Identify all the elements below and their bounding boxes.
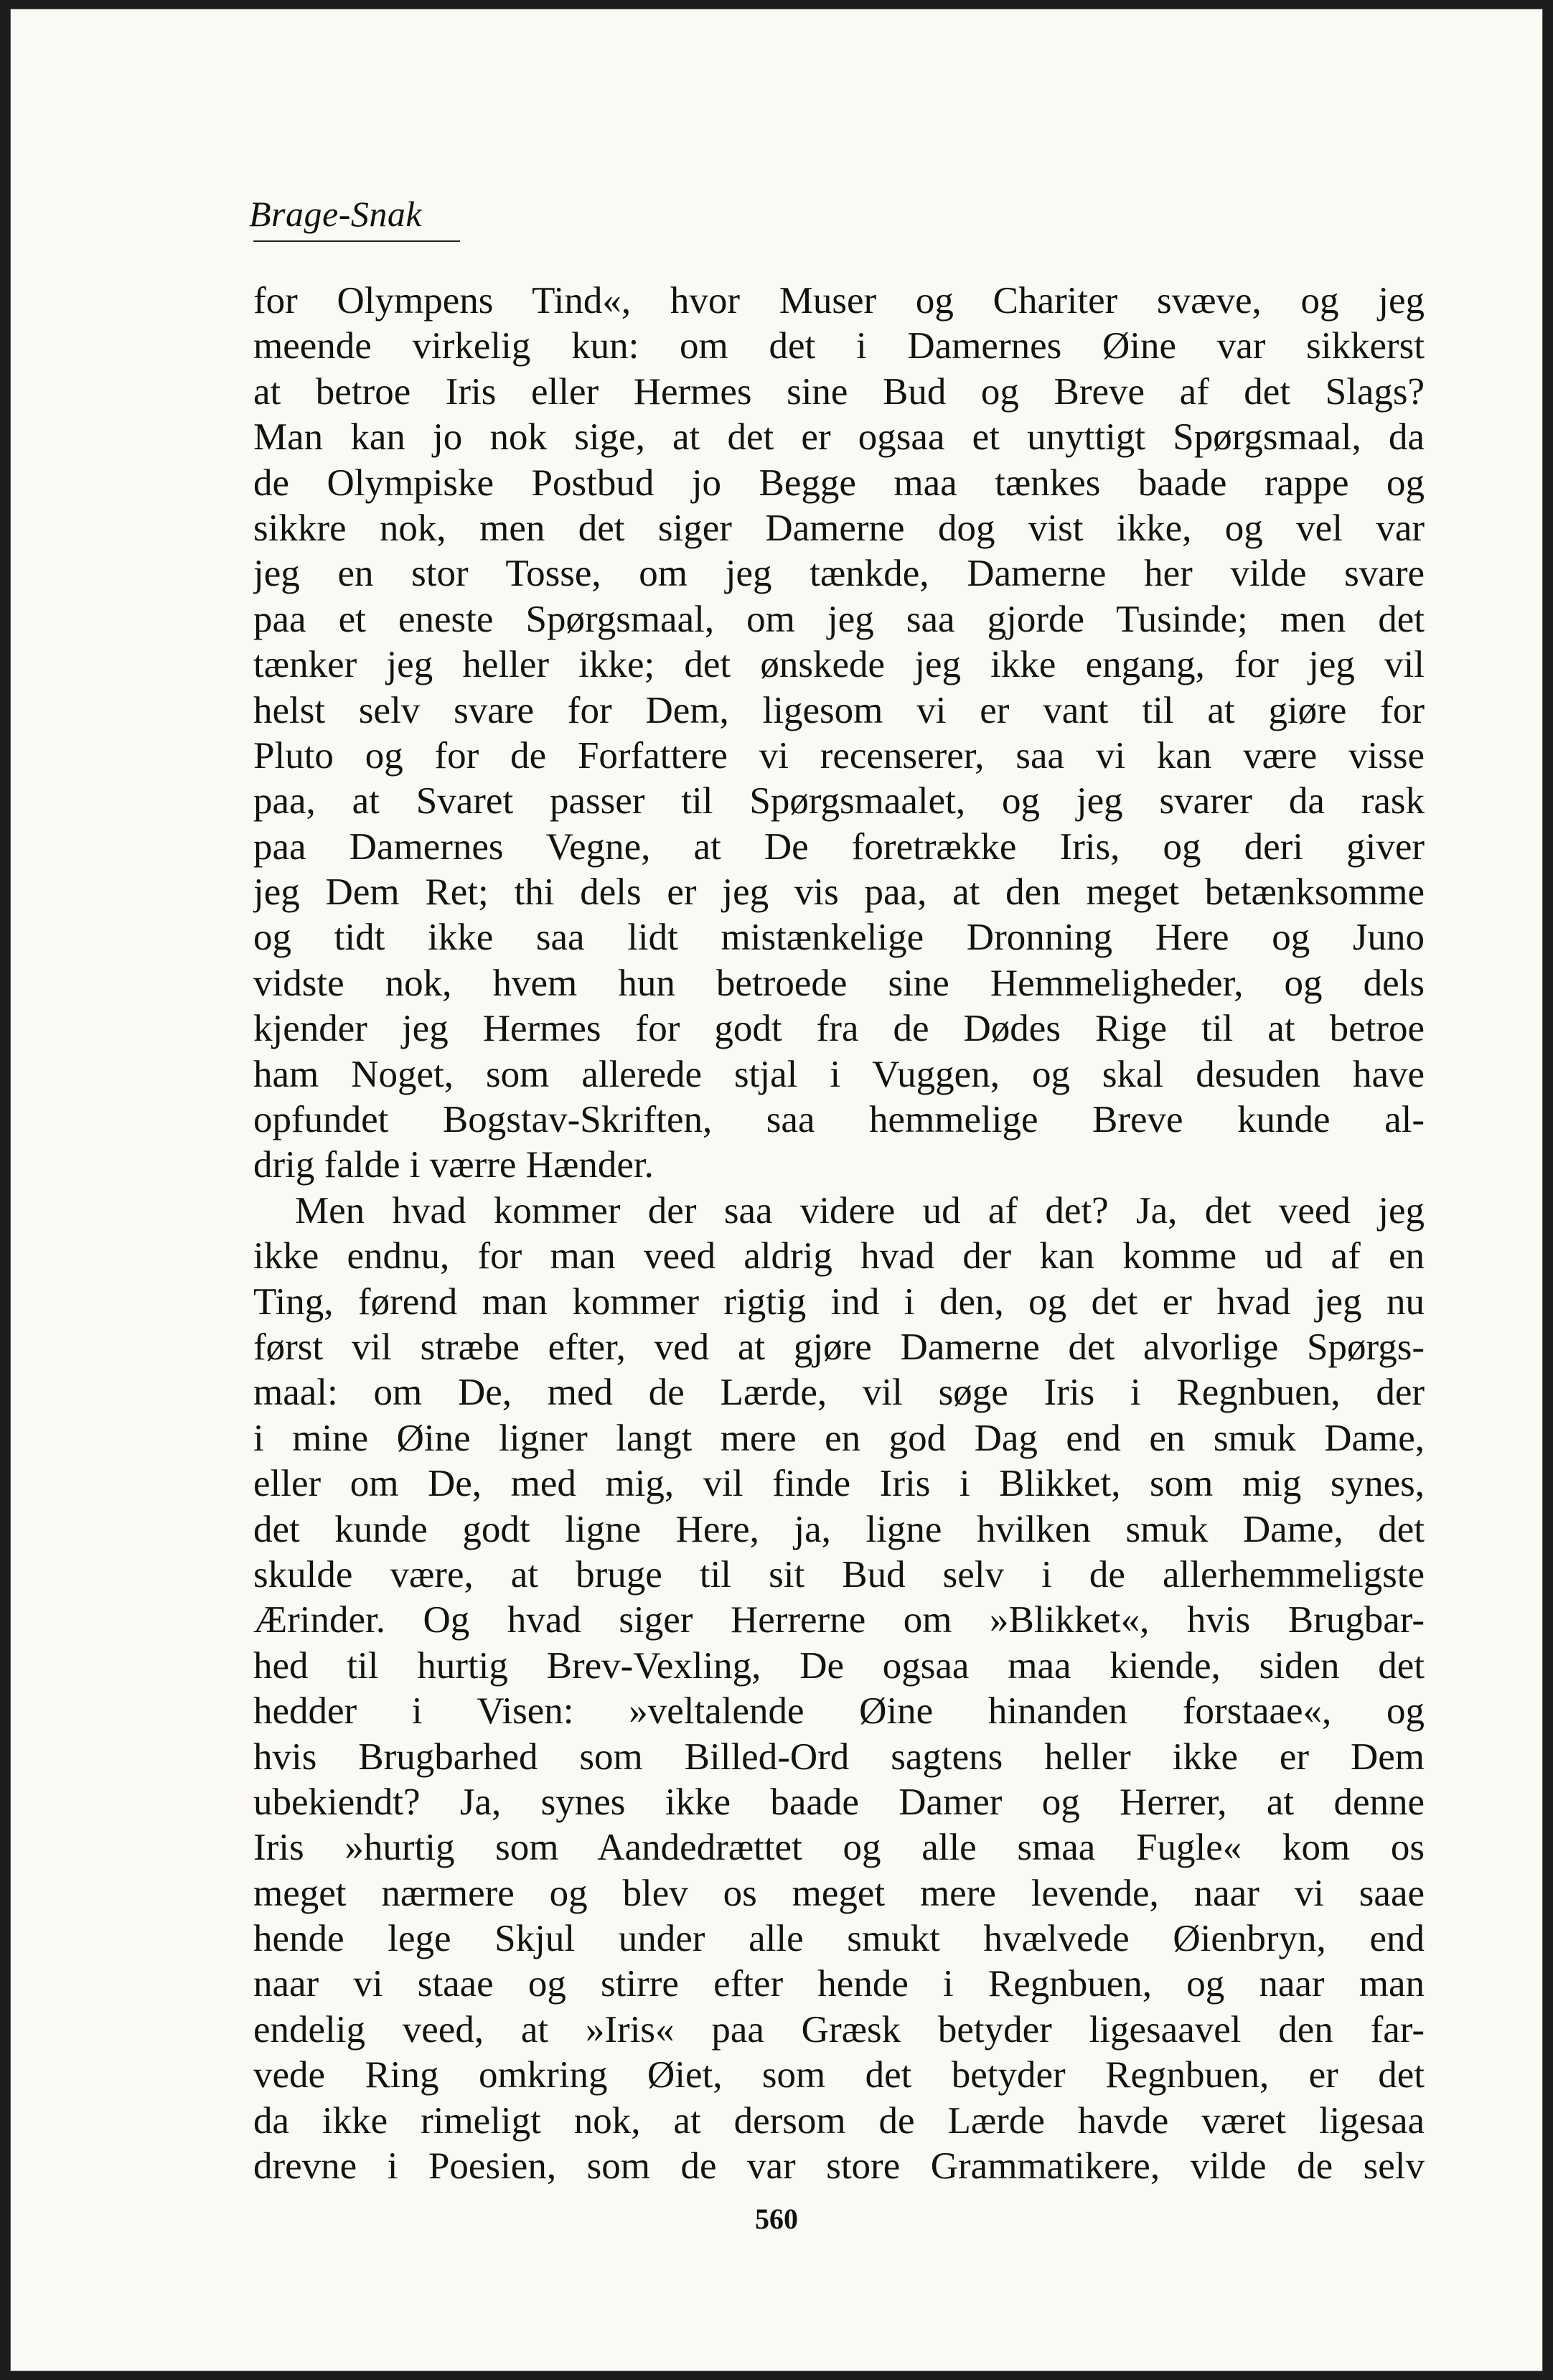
text-line: Man kan jo nok sige, at det er ogsaa et unyttigt Spørgsmaal, da — [253, 416, 1425, 459]
text-line: kjender jeg Hermes for godt fra de Dødes Rige til at betroe — [253, 1008, 1425, 1050]
page-number: 560 — [755, 2203, 798, 2235]
book-page — [10, 9, 1543, 2371]
text-line: endelig veed, at »Iris« paa Græsk betyder ligesaavel den far- — [253, 2008, 1425, 2051]
text-line: da ikke rimeligt nok, at dersom de Lærde havde været ligesaa — [253, 2099, 1425, 2142]
text-line: ham Noget, som allerede stjal i Vuggen, og skal desuden have — [253, 1053, 1425, 1095]
text-line: maal: om De, med de Lærde, vil søge Iris i Regnbuen, der — [253, 1372, 1425, 1414]
text-line: meende virkelig kun: om det i Damernes Øine var sikkerst — [253, 325, 1425, 367]
text-line: i mine Øine ligner langt mere en god Dag end en smuk Dame, — [253, 1417, 1425, 1459]
body-text — [253, 278, 1425, 2189]
text-line: paa Damernes Vegne, at De foretrække Iris, og deri giver — [253, 825, 1425, 868]
text-line: vidste nok, hvem hun betroede sine Hemmeligheder, og dels — [253, 962, 1425, 1004]
text-line: de Olympiske Postbud jo Begge maa tænkes baade rappe og — [253, 462, 1425, 504]
text-line: for Olympens Tind«, hvor Muser og Chariter svæve, og jeg — [253, 280, 1425, 322]
text-line: skulde være, at bruge til sit Bud selv i de allerhemmeligste — [253, 1553, 1425, 1596]
header-rule — [253, 240, 460, 242]
text-line: Ting, førend man kommer rigtig ind i den, og det er hvad jeg nu — [253, 1280, 1425, 1323]
text-line: opfundet Bogstav-Skriften, saa hemmelige Breve kunde al- — [253, 1099, 1425, 1141]
text-line: at betroe Iris eller Hermes sine Bud og Breve af det Slags? — [253, 370, 1425, 413]
text-line: sikkre nok, men det siger Damerne dog vist ikke, og vel var — [253, 507, 1425, 549]
text-line: Ærinder. Og hvad siger Herrerne om »Blikket«, hvis Brugbar- — [253, 1599, 1425, 1641]
text-line: ubekiendt? Ja, synes ikke baade Damer og Herrer, at denne — [253, 1781, 1425, 1823]
text-line: hende lege Skjul under alle smukt hvælvede Øienbryn, end — [253, 1918, 1425, 1960]
text-line: tænker jeg heller ikke; det ønskede jeg ikke engang, for jeg vil — [253, 644, 1425, 686]
text-line: og tidt ikke saa lidt mistænkelige Dronning Here og Juno — [253, 917, 1425, 959]
text-line: helst selv svare for Dem, ligesom vi er vant til at giøre for — [253, 689, 1425, 731]
text-line: hvis Brugbarhed som Billed-Ord sagtens heller ikke er Dem — [253, 1735, 1425, 1778]
text-line: jeg Dem Ret; thi dels er jeg vis paa, at den meget betænksomme — [253, 871, 1425, 914]
text-line: meget nærmere og blev os meget mere levende, naar vi saae — [253, 1872, 1425, 1914]
text-line: hed til hurtig Brev-Vexling, De ogsaa maa kiende, siden det — [253, 1644, 1425, 1687]
running-header: Brage-Snak — [249, 194, 423, 234]
text-line: jeg en stor Tosse, om jeg tænkde, Damerne her vilde svare — [253, 553, 1425, 595]
text-line: vede Ring omkring Øiet, som det betyder Regnbuen, er det — [253, 2054, 1425, 2096]
text-line: drevne i Poesien, som de var store Grammatikere, vilde de selv — [253, 2145, 1425, 2188]
text-line: hedder i Visen: »veltalende Øine hinanden forstaae«, og — [253, 1690, 1425, 1733]
text-line: Men hvad kommer der saa videre ud af det? Ja, det veed jeg — [295, 1189, 1425, 1232]
text-line: paa, at Svaret passer til Spørgsmaalet, og jeg svarer da rask — [253, 780, 1425, 823]
text-line: drig falde i værre Hænder. — [253, 1144, 654, 1186]
text-line: ikke endnu, for man veed aldrig hvad der kan komme ud af en — [253, 1235, 1425, 1278]
text-line: eller om De, med mig, vil finde Iris i Blikket, som mig synes, — [253, 1463, 1425, 1505]
text-line: Pluto og for de Forfattere vi recenserer, saa vi kan være visse — [253, 734, 1425, 777]
text-line: det kunde godt ligne Here, ja, ligne hvilken smuk Dame, det — [253, 1508, 1425, 1550]
text-line: naar vi staae og stirre efter hende i Regnbuen, og naar man — [253, 1963, 1425, 2005]
text-line: først vil stræbe efter, ved at gjøre Damerne det alvorlige Spørgs- — [253, 1326, 1425, 1368]
text-line: Iris »hurtig som Aandedrættet og alle smaa Fugle« kom os — [253, 1827, 1425, 1869]
text-line: paa et eneste Spørgsmaal, om jeg saa gjorde Tusinde; men det — [253, 598, 1425, 640]
